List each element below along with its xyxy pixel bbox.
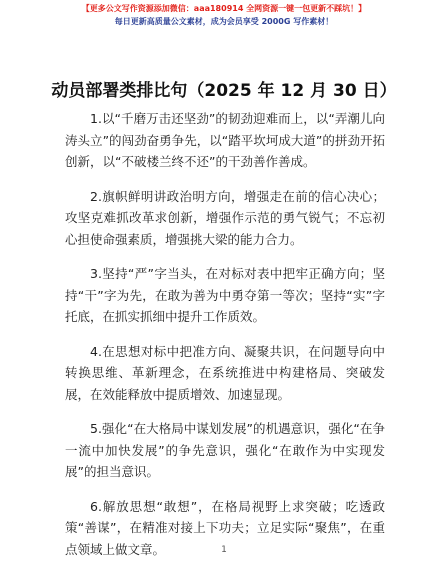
paragraph-4: 4.在思想对标中把准方向、凝聚共识，在问题导向中转换思维、革新理念，在系统推进中构建格局、突破发展，在效能释放中提质增效、加速显现。 xyxy=(65,343,385,402)
document-title: 动员部署类排比句（2025 年 12 月 30 日） xyxy=(51,81,397,101)
promo-banner xyxy=(0,3,448,28)
paragraph-3: 3.坚持“严”字当头，在对标对表中把牢正确方向；坚持“干”字为先，在敢为善为中勇夺第一等次；坚持“实”字托底，在抓实抓细中提升工作质效。 xyxy=(65,266,385,324)
promo-line-2: 每日更新高质量公文素材，成为会员享受 2000G 写作素材！ xyxy=(114,17,334,26)
paragraph-2: 2.旗帜鲜明讲政治明方向，增强走在前的信心决心；攻坚克难抓改革求创新，增强作示范的勇气锐气；不忘初心担使命强素质，增强挑大梁的能力合力。 xyxy=(65,188,385,247)
paragraph-1: 1.以“千磨万击还坚劲”的韧劲迎难而上，以“弄潮儿向涛头立”的闯劲奋勇争先，以“踏平坎坷成大道”的拼劲开拓创新，以“不破楼兰终不还”的干劲善作善成。 xyxy=(65,111,385,169)
page-number: 1 xyxy=(221,545,227,555)
document-body xyxy=(65,108,385,573)
promo-line-1: 【更多公文写作资源添加微信：aaa180914 全网资源一键一包更新不踩坑！】 xyxy=(81,4,367,13)
paragraph-6: 6.解放思想“敢想”，在格局视野上求突破；吃透政策“善谋”，在精准对接上下功夫；立足实际“聚焦”，在重点领域上做文章。 xyxy=(65,498,385,557)
paragraph-5: 5.强化“在大格局中谋划发展”的机遇意识，强化“在争一流中加快发展”的争先意识，强化“在敢作为中实现发展”的担当意识。 xyxy=(65,421,385,479)
